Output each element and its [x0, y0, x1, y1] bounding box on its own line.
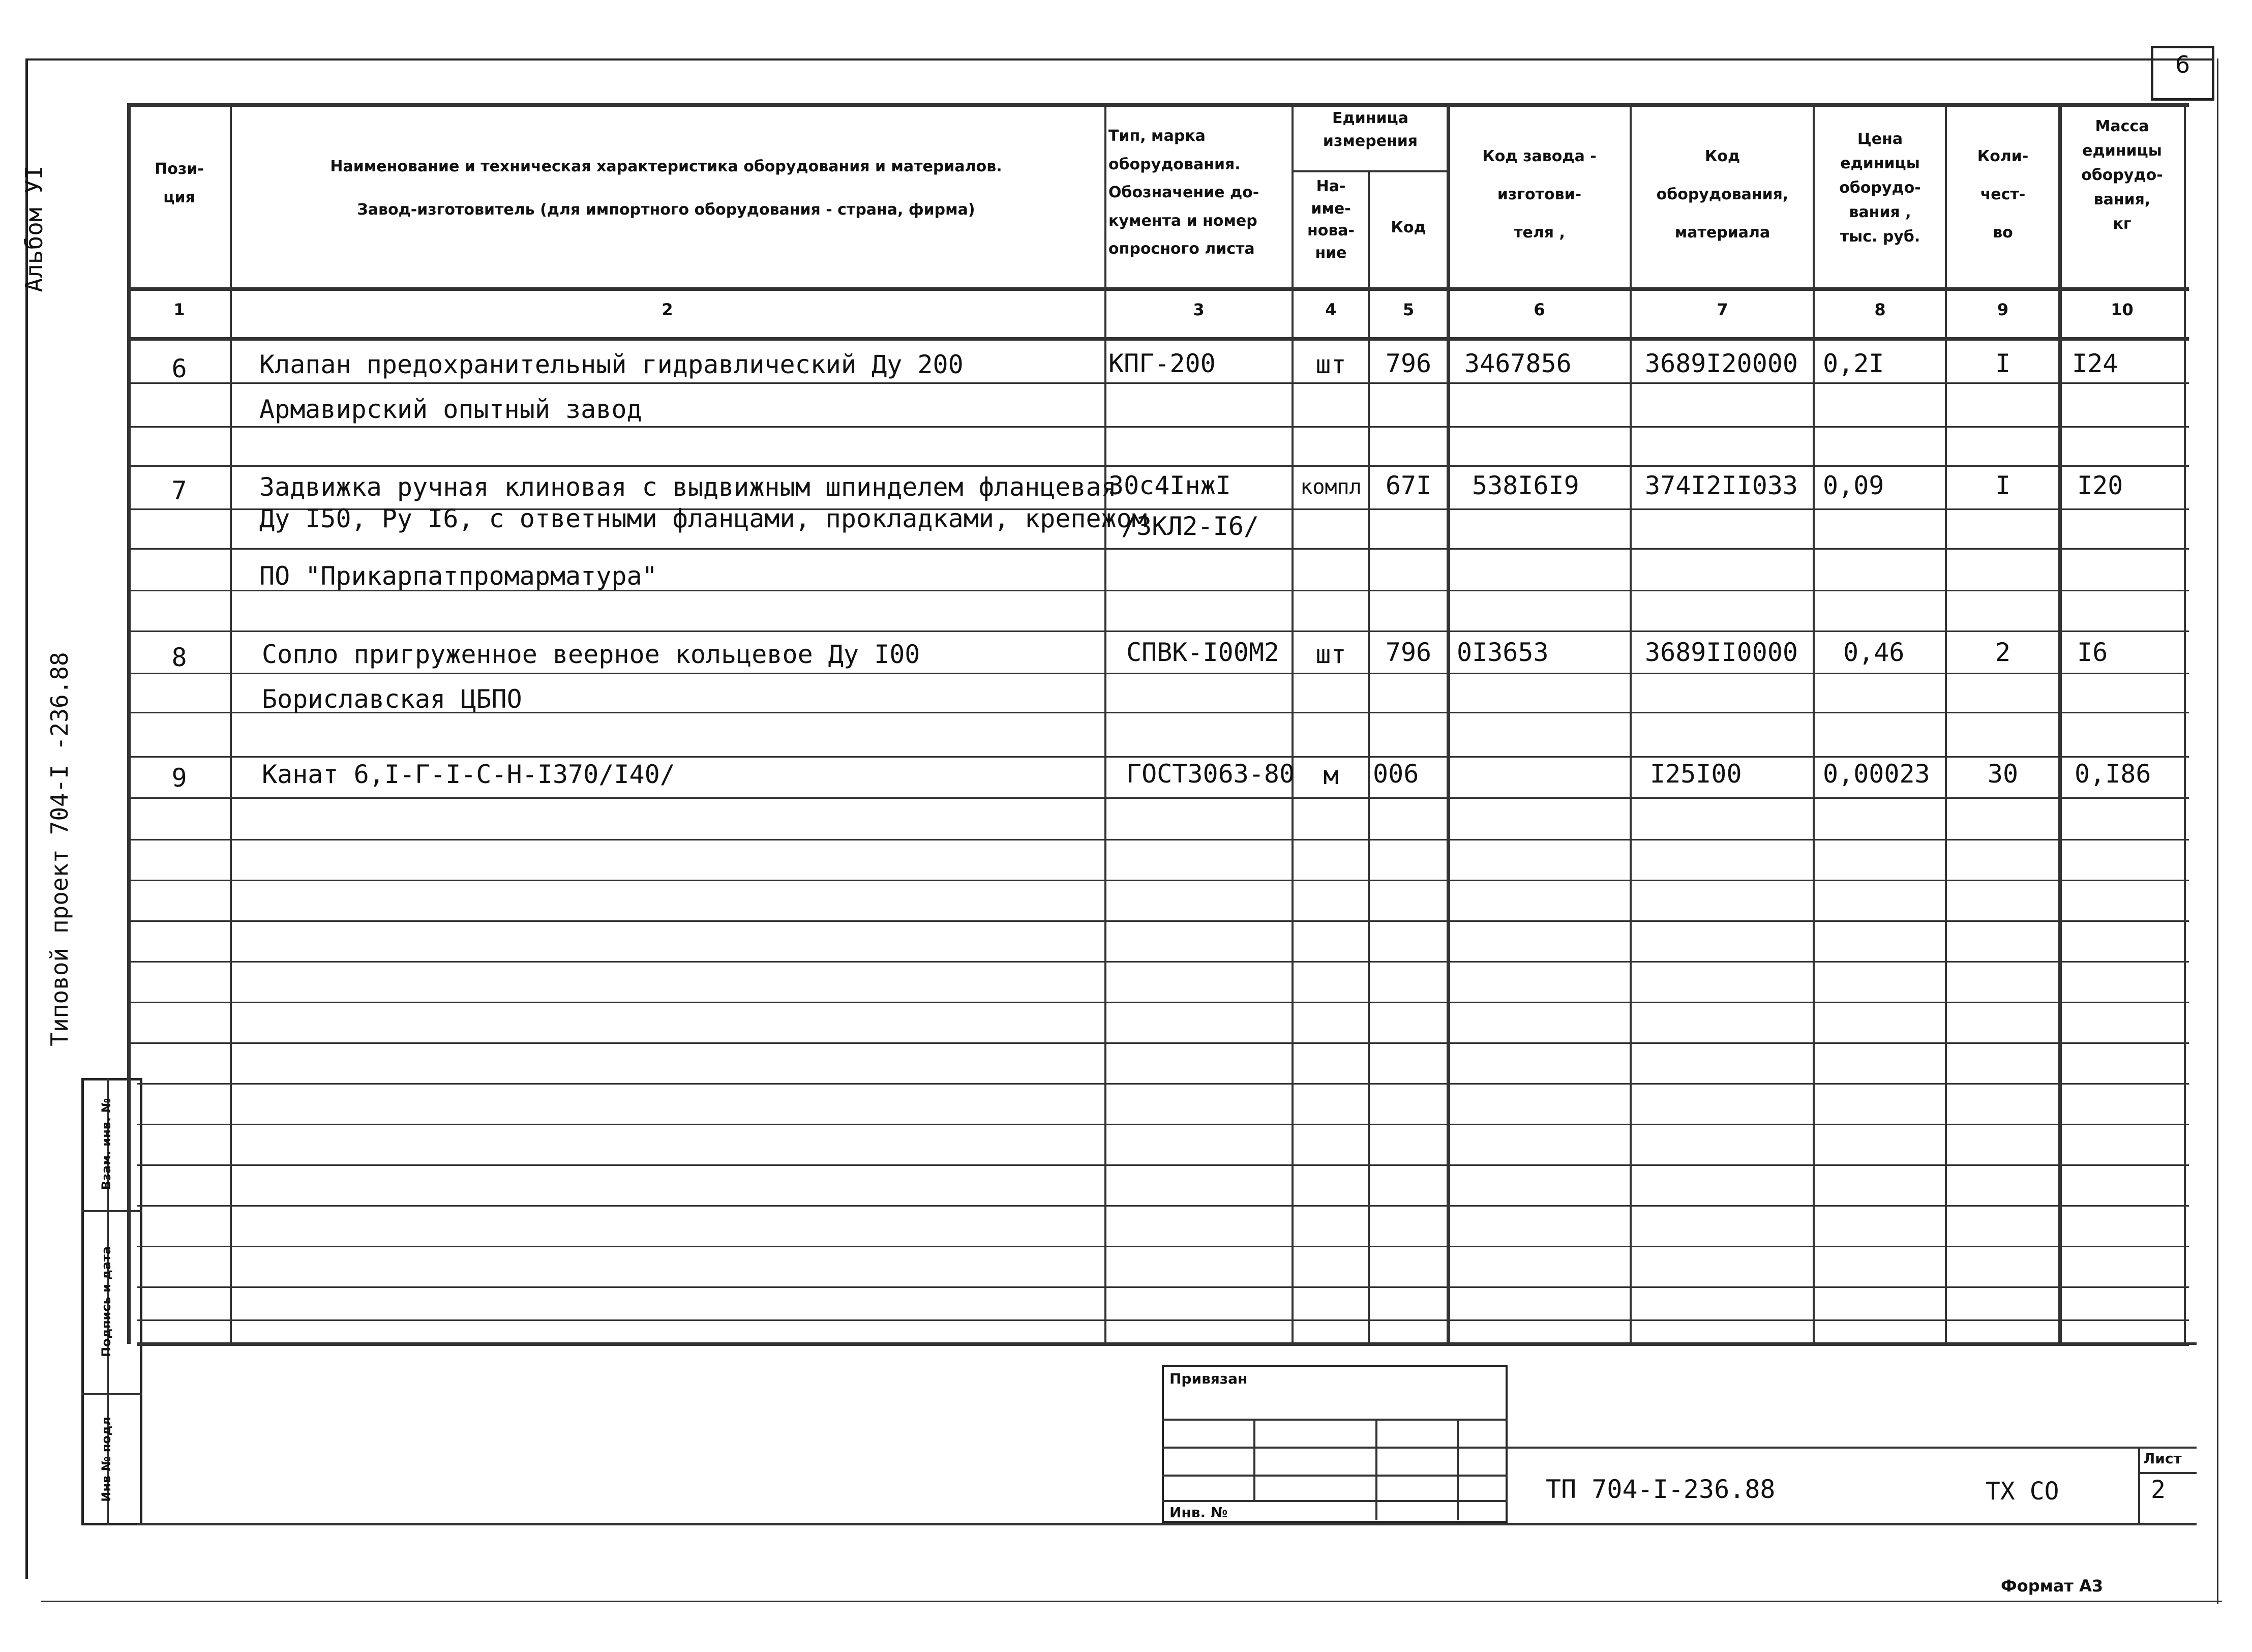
- titleblock-bottom-line: [137, 1523, 2197, 1525]
- row8-price: 0,46: [1843, 638, 1905, 667]
- body-rule: [137, 1164, 2189, 1166]
- row6-equipment-code: 3689I20000: [1645, 349, 1798, 378]
- body-rule: [127, 797, 2189, 799]
- row6-manufacturer: Армавирский опытный завод: [259, 395, 642, 424]
- colnum-6: 6: [1534, 300, 1545, 319]
- document-code: ТП 704-I-236.88: [1546, 1475, 1776, 1504]
- col-line-10: [2184, 103, 2186, 1344]
- row6-factory-code: 3467856: [1464, 349, 1572, 378]
- header-unit-code: Код: [1391, 219, 1426, 236]
- colnum-10: 10: [2111, 300, 2134, 319]
- body-rule: [127, 920, 2189, 922]
- body-rule: [127, 630, 2189, 632]
- row8-position: 8: [171, 643, 187, 672]
- row7-mass: I20: [2077, 471, 2123, 500]
- col-line-5: [1447, 103, 1450, 1344]
- row6-type: КПГ-200: [1108, 349, 1216, 378]
- body-rule: [127, 839, 2189, 840]
- titleblock-top-line: [137, 1342, 2197, 1345]
- drawing-frame: [25, 58, 2214, 1579]
- row9-position: 9: [171, 763, 187, 793]
- sheet-label: Лист: [2143, 1450, 2182, 1467]
- header-price: Цена единицы оборудо- вания , тыс. руб.: [1839, 130, 1921, 246]
- table-top-line: [127, 103, 2189, 107]
- sheet-box-left: [2138, 1447, 2140, 1523]
- row7-name-cont: Ду I50, Ру I6, с ответными фланцами, прокладками, крепежом: [259, 504, 1147, 533]
- header-type: Тип, марка оборудования. Обозначение до- кумента и номер опросного листа: [1108, 127, 1259, 258]
- row6-position: 6: [171, 354, 187, 383]
- colnum-4: 4: [1325, 300, 1337, 319]
- privyazan-col-1: [1253, 1419, 1255, 1500]
- header-name-line2: Завод-изготовитель (для импортного оборудования - страна, фирма): [357, 201, 975, 219]
- left-stamp-sep1: [81, 1210, 142, 1212]
- colnum-2: 2: [662, 300, 673, 319]
- row6-price: 0,2I: [1823, 349, 1884, 378]
- row7-name: Задвижка ручная клиновая с выдвижным шпинделем фланцевая: [259, 472, 1117, 502]
- header-unit-group: Единица измерения: [1323, 109, 1418, 150]
- row9-unit-code: 006: [1373, 759, 1419, 789]
- row9-unit: м: [1323, 761, 1339, 790]
- privyazan-col-2: [1375, 1419, 1377, 1520]
- header-quantity: Коли- чест- во: [1977, 147, 2029, 242]
- row8-unit: шт: [1315, 640, 1346, 669]
- header-mass: Масса единицы оборудо- вания, кг: [2081, 117, 2163, 233]
- row7-quantity: I: [1995, 471, 2011, 500]
- body-rule: [127, 673, 2189, 674]
- row7-unit-code: 67I: [1385, 471, 1432, 500]
- row7-position: 7: [171, 476, 187, 505]
- colnum-bottom-line: [127, 337, 2189, 341]
- body-rule: [137, 1319, 2189, 1321]
- row7-type-doc: /3КЛ2-I6/: [1121, 512, 1259, 541]
- privyazan-rule-2: [1162, 1447, 1508, 1449]
- body-rule: [127, 548, 2189, 550]
- body-rule: [137, 1124, 2189, 1125]
- body-rule: [127, 961, 2189, 963]
- col-line-7: [1813, 103, 1815, 1344]
- col-line-3: [1292, 103, 1294, 1344]
- body-rule: [127, 426, 2189, 428]
- row9-mass: 0,I86: [2075, 759, 2151, 789]
- privyazan-col-3: [1457, 1419, 1459, 1520]
- body-rule: [127, 382, 2189, 384]
- header-unit-name: На- име- нова- ние: [1307, 177, 1355, 262]
- colnum-8: 8: [1874, 300, 1886, 319]
- body-rule: [137, 1083, 2189, 1085]
- colnum-7: 7: [1717, 300, 1728, 319]
- titleblock-mid-line: [1508, 1447, 2197, 1449]
- row7-equipment-code: 374I2II033: [1645, 471, 1798, 500]
- bottom-frame-line: [41, 1601, 2222, 1602]
- header-equipment-code: Код оборудования, материала: [1656, 147, 1789, 242]
- body-rule: [137, 1205, 2189, 1207]
- row8-quantity: 2: [1995, 638, 2011, 667]
- body-rule: [127, 1002, 2189, 1003]
- body-rule: [137, 1246, 2189, 1247]
- row6-quantity: I: [1995, 349, 2011, 378]
- row8-name: Сопло пригруженное веерное кольцевое Ду I00: [262, 640, 920, 669]
- privyazan-label: Привязан: [1169, 1370, 1248, 1387]
- colnum-1: 1: [173, 300, 185, 319]
- row9-equipment-code: I25I00: [1650, 759, 1742, 789]
- inv-number-label: Инв. №: [1169, 1504, 1228, 1521]
- corner-number: 6: [2175, 51, 2190, 78]
- row7-type: 30с4IнжI: [1108, 471, 1231, 500]
- header-name-line1: Наименование и техническая характеристика оборудования и материалов.: [330, 158, 1002, 175]
- row6-name: Клапан предохранительный гидравлический Ду 200: [259, 350, 964, 379]
- right-frame-line: [2217, 58, 2218, 1604]
- sheet-box-split: [2138, 1472, 2197, 1474]
- privyazan-box: [1162, 1365, 1508, 1523]
- privyazan-rule-4: [1162, 1500, 1508, 1502]
- sheet-number: 2: [2151, 1476, 2166, 1504]
- row7-price: 0,09: [1823, 471, 1884, 500]
- format-label: Формат А3: [2001, 1576, 2104, 1596]
- colnum-5: 5: [1402, 300, 1415, 319]
- body-rule: [127, 880, 2189, 881]
- privyazan-rule-3: [1162, 1475, 1508, 1477]
- row8-factory-code: 0I3653: [1457, 638, 1549, 667]
- row8-unit-code: 796: [1385, 638, 1432, 667]
- row8-equipment-code: 3689II0000: [1645, 638, 1798, 667]
- body-rule: [127, 1042, 2189, 1044]
- col-line-6: [1630, 103, 1632, 1344]
- row6-mass: I24: [2072, 349, 2118, 378]
- header-position: Пози- ция: [155, 160, 204, 206]
- row6-unit: шт: [1315, 350, 1346, 379]
- unit-group-split: [1292, 170, 1447, 172]
- col-line-2: [1104, 103, 1106, 1344]
- row9-quantity: 30: [1987, 759, 2019, 789]
- col-line-9: [2058, 103, 2062, 1344]
- section-code: ТХ СО: [1986, 1477, 2059, 1506]
- row7-factory-code: 538I6I9: [1472, 471, 1579, 500]
- body-rule: [127, 465, 2189, 467]
- stamp-field-inventory: Инв № подл: [99, 1417, 113, 1502]
- header-factory-code: Код завода - изготови- теля ,: [1482, 147, 1597, 242]
- row7-unit: компл: [1300, 475, 1362, 499]
- row9-name: Канат 6,I-Г-I-С-Н-I370/I40/: [262, 760, 675, 789]
- col-line-0: [127, 103, 131, 1344]
- row8-mass: I6: [2077, 638, 2108, 667]
- colnum-3: 3: [1193, 300, 1205, 319]
- col-line-1: [230, 103, 232, 1344]
- row6-unit-code: 796: [1385, 349, 1432, 378]
- row7-manufacturer: ПО "Прикарпатпромарматура": [259, 561, 657, 591]
- stamp-field-signature: Подпись и дата: [99, 1246, 113, 1357]
- row9-price: 0,00023: [1823, 759, 1930, 789]
- body-rule: [127, 756, 2189, 758]
- colnum-9: 9: [1997, 300, 2009, 319]
- stamp-field-replace: Взам. инв. №: [99, 1098, 113, 1190]
- privyazan-rule-1: [1162, 1419, 1508, 1421]
- col-line-8: [1945, 103, 1947, 1344]
- project-label: Типовой проект 704-I -236.88: [46, 652, 73, 1046]
- row8-type: СПВК-I00М2: [1126, 638, 1280, 667]
- row8-manufacturer: Бориславская ЦБПО: [262, 684, 522, 714]
- body-rule: [137, 1286, 2189, 1288]
- album-label: Альбом УI: [20, 165, 48, 292]
- row9-type: ГОСТ3063-80: [1126, 759, 1295, 789]
- header-bottom-line: [127, 287, 2189, 291]
